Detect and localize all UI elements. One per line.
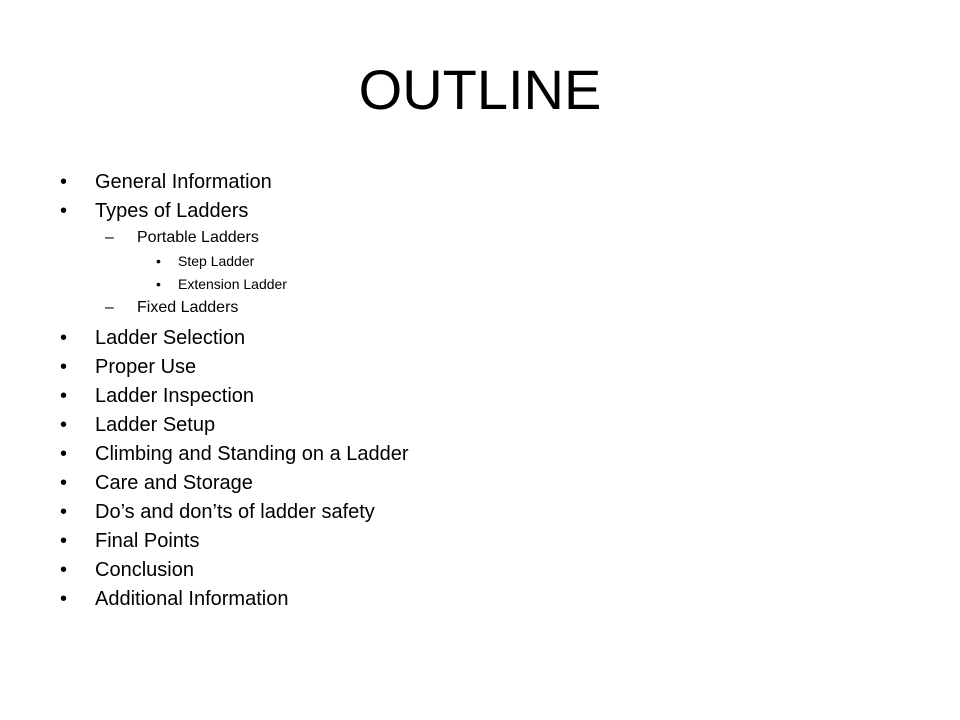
sub-list-item-label: Portable Ladders xyxy=(137,229,259,246)
list-item xyxy=(60,469,920,498)
list-item-label: Conclusion xyxy=(95,559,194,581)
list-item xyxy=(60,168,920,197)
bullet-icon: • xyxy=(60,385,68,407)
list-item-label: General Information xyxy=(95,171,272,193)
sub-list-item xyxy=(60,226,920,250)
list-item-label: Climbing and Standing on a Ladder xyxy=(95,443,409,465)
bullet-icon: • xyxy=(60,356,68,378)
list-item-label: Ladder Setup xyxy=(95,414,216,436)
list-item xyxy=(60,498,920,527)
dash-bullet-icon: – xyxy=(105,229,114,246)
list-item-label: Do’s and don’ts of ladder safety xyxy=(95,501,375,523)
sub-sub-list-item-label: Extension Ladder xyxy=(178,276,287,292)
bullet-icon: • xyxy=(60,443,68,465)
sub-sub-list-item-label: Step Ladder xyxy=(178,253,255,269)
bullet-icon: • xyxy=(60,171,68,193)
list-item-label: Care and Storage xyxy=(95,472,253,494)
dash-bullet-icon: – xyxy=(105,299,114,316)
bullet-icon: • xyxy=(156,276,161,292)
bullet-icon: • xyxy=(60,414,68,436)
bullet-icon: • xyxy=(60,501,68,523)
bullet-icon: • xyxy=(60,559,68,581)
list-item-label: Ladder Selection xyxy=(95,327,246,349)
list-item xyxy=(60,324,920,353)
bullet-icon: • xyxy=(60,472,68,494)
sub-sub-list-item xyxy=(60,273,920,296)
slide-title: OUTLINE xyxy=(358,58,602,121)
list-item-label: Additional Information xyxy=(95,588,289,610)
list-item-label: Final Points xyxy=(95,530,200,552)
list-item xyxy=(60,556,920,585)
bullet-icon: • xyxy=(156,253,161,269)
sub-sub-list-item xyxy=(60,250,920,273)
sub-list-item-label: Fixed Ladders xyxy=(137,299,239,316)
list-item xyxy=(60,353,920,382)
list-item xyxy=(60,197,920,226)
sub-list-item xyxy=(60,296,920,320)
bullet-icon: • xyxy=(60,200,68,222)
list-item xyxy=(60,585,920,614)
list-item xyxy=(60,440,920,469)
list-item xyxy=(60,411,920,440)
list-item-label: Proper Use xyxy=(95,356,197,378)
bullet-icon: • xyxy=(60,588,68,610)
list-item xyxy=(60,527,920,556)
list-item-label: Ladder Inspection xyxy=(95,385,255,407)
bullet-icon: • xyxy=(60,530,68,552)
list-item xyxy=(60,382,920,411)
bullet-icon: • xyxy=(60,327,68,349)
outline-list xyxy=(60,168,920,614)
list-item-label: Types of Ladders xyxy=(95,200,249,222)
